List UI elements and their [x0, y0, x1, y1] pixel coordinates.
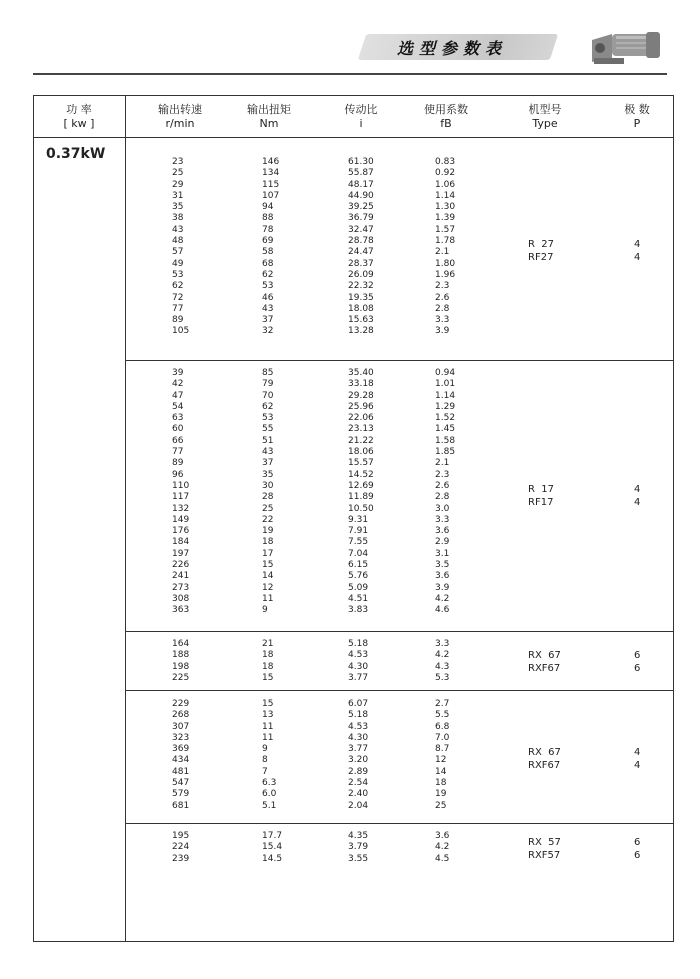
- table-cell: 0.83: [435, 157, 456, 167]
- table-cell: 62: [172, 281, 184, 292]
- table-cell: 43: [172, 224, 184, 235]
- table-cell: 78: [262, 224, 274, 235]
- table-cell: 14.5: [262, 853, 283, 864]
- table-cell: 54: [172, 401, 184, 412]
- group-separator: [125, 823, 674, 824]
- table-cell: 12: [435, 755, 447, 766]
- table-cell: 4.30: [348, 732, 369, 743]
- table-cell: 28.37: [348, 258, 374, 269]
- table-cell: 4.3: [435, 661, 450, 672]
- header-poles: 极 数 P: [624, 103, 650, 130]
- table-cell: 62: [262, 269, 274, 280]
- table-cell: 77: [172, 447, 184, 458]
- table-cell: 94: [262, 202, 274, 213]
- table-cell: 31: [172, 190, 184, 201]
- top-rule: [33, 73, 667, 75]
- table-cell: 6.8: [435, 721, 450, 732]
- table-cell: 46: [262, 292, 274, 303]
- table-cell: 8.7: [435, 744, 450, 755]
- table-cell: 13.28: [348, 326, 374, 337]
- table-cell: 164: [172, 639, 190, 649]
- table-cell: 60: [172, 424, 184, 435]
- table-cell: 15.4: [262, 842, 283, 853]
- table-cell: 36.79: [348, 213, 374, 224]
- table-cell: 49: [172, 258, 184, 269]
- table-cell: 3.9: [435, 326, 450, 337]
- table-cell: 1.01: [435, 379, 456, 390]
- table-cell: 43: [262, 447, 274, 458]
- pole-value: 4: [634, 497, 641, 508]
- table-cell: 15.57: [348, 458, 374, 469]
- table-cell: 9.31: [348, 514, 369, 525]
- table-cell: 184: [172, 537, 190, 548]
- group-4-speed-column: [172, 699, 189, 812]
- table-cell: 132: [172, 503, 190, 514]
- table-cell: 22.32: [348, 281, 374, 292]
- pole-value: 6: [634, 850, 641, 861]
- pole-value: 6: [634, 837, 641, 848]
- table-cell: 3.20: [348, 755, 369, 766]
- type-label: RF27: [528, 252, 554, 263]
- table-cell: 197: [172, 548, 190, 559]
- table-cell: 105: [172, 326, 190, 337]
- table-cell: 15: [262, 672, 274, 683]
- header-type: 机型号 Type: [528, 103, 562, 130]
- group-4-poles: [634, 746, 640, 772]
- table-cell: 2.8: [435, 303, 450, 314]
- table-cell: 63: [172, 413, 184, 424]
- group-2-torque-column: [262, 368, 273, 617]
- table-cell: 24.47: [348, 247, 374, 258]
- table-cell: 3.3: [435, 639, 450, 649]
- table-cell: 2.40: [348, 789, 369, 800]
- table-cell: 2.89: [348, 766, 369, 777]
- group-3-ratio-column: [348, 639, 368, 684]
- table-cell: 37: [262, 315, 274, 326]
- table-cell: 2.1: [435, 458, 450, 469]
- table-cell: 4.2: [435, 593, 450, 604]
- table-cell: 1.29: [435, 401, 456, 412]
- table-cell: 15.63: [348, 315, 374, 326]
- table-cell: 239: [172, 853, 190, 864]
- group-3-speed-column: [172, 639, 189, 684]
- table-cell: 225: [172, 672, 190, 683]
- table-cell: 7: [262, 766, 268, 777]
- table-cell: 14.52: [348, 469, 374, 480]
- table-cell: 117: [172, 492, 190, 503]
- table-cell: 3.55: [348, 853, 369, 864]
- table-cell: 2.04: [348, 800, 369, 811]
- group-3-factor-column: [435, 639, 449, 684]
- table-cell: 12: [262, 582, 274, 593]
- table-cell: 25.96: [348, 401, 374, 412]
- table-cell: 35.40: [348, 368, 374, 378]
- type-label: RF17: [528, 497, 554, 508]
- table-cell: 29.28: [348, 390, 374, 401]
- pole-value: 4: [634, 239, 641, 250]
- gear-motor-icon: [586, 22, 664, 70]
- table-cell: 4.51: [348, 593, 369, 604]
- table-cell: 11: [262, 721, 274, 732]
- table-cell: 3.3: [435, 315, 450, 326]
- header-power: 功 率 [ kw ]: [63, 103, 95, 130]
- table-cell: 1.52: [435, 413, 456, 424]
- table-cell: 434: [172, 755, 190, 766]
- table-cell: 3.0: [435, 503, 450, 514]
- table-cell: 0.92: [435, 168, 456, 179]
- table-cell: 9: [262, 744, 268, 755]
- table-cell: 25: [172, 168, 184, 179]
- group-2-factor-column: [435, 368, 455, 617]
- table-cell: 3.77: [348, 744, 369, 755]
- table-cell: 2.6: [435, 480, 450, 491]
- table-cell: 53: [172, 269, 184, 280]
- table-cell: 66: [172, 435, 184, 446]
- table-cell: 42: [172, 379, 184, 390]
- table-cell: 134: [262, 168, 280, 179]
- table-cell: 43: [262, 303, 274, 314]
- table-cell: 30: [262, 480, 274, 491]
- table-cell: 107: [262, 190, 280, 201]
- table-cell: 70: [262, 390, 274, 401]
- pole-value: 6: [634, 663, 641, 674]
- table-cell: 32.47: [348, 224, 374, 235]
- table-cell: 307: [172, 721, 190, 732]
- table-cell: 3.6: [435, 571, 450, 582]
- table-cell: 4.2: [435, 842, 450, 853]
- group-3-poles: [634, 649, 640, 675]
- group-1-speed-column: [172, 157, 189, 338]
- table-cell: 69: [262, 236, 274, 247]
- table-cell: 96: [172, 469, 184, 480]
- group-2-ratio-column: [348, 368, 374, 617]
- table-cell: 5.1: [262, 800, 277, 811]
- table-cell: 4.6: [435, 605, 450, 616]
- table-cell: 224: [172, 842, 190, 853]
- table-cell: 3.6: [435, 831, 450, 841]
- table-cell: 7.04: [348, 548, 369, 559]
- type-label: RX 57: [528, 837, 561, 848]
- header-divider: [33, 137, 674, 138]
- table-cell: 25: [262, 503, 274, 514]
- table-cell: 4.53: [348, 721, 369, 732]
- table-cell: 5.76: [348, 571, 369, 582]
- group-2-poles: [634, 483, 640, 509]
- table-cell: 5.3: [435, 672, 450, 683]
- table-cell: 57: [172, 247, 184, 258]
- table-cell: 51: [262, 435, 274, 446]
- table-cell: 53: [262, 281, 274, 292]
- table-cell: 2.7: [435, 699, 450, 709]
- table-cell: 14: [435, 766, 447, 777]
- group-5-factor-column: [435, 831, 449, 865]
- table-cell: 79: [262, 379, 274, 390]
- table-cell: 6.15: [348, 560, 369, 571]
- table-cell: 1.39: [435, 213, 456, 224]
- table-cell: 13: [262, 710, 274, 721]
- table-cell: 39.25: [348, 202, 374, 213]
- pole-value: 4: [634, 252, 641, 263]
- table-cell: 273: [172, 582, 190, 593]
- group-5-speed-column: [172, 831, 189, 865]
- table-cell: 188: [172, 650, 190, 661]
- table-cell: 3.9: [435, 582, 450, 593]
- table-cell: 110: [172, 480, 190, 491]
- table-cell: 2.8: [435, 492, 450, 503]
- table-cell: 1.30: [435, 202, 456, 213]
- table-cell: 3.77: [348, 672, 369, 683]
- pole-value: 4: [634, 484, 641, 495]
- group-1-factor-column: [435, 157, 455, 338]
- table-cell: 2.1: [435, 247, 450, 258]
- table-cell: 8: [262, 755, 268, 766]
- table-cell: 3.6: [435, 526, 450, 537]
- table-cell: 38: [172, 213, 184, 224]
- table-cell: 7.55: [348, 537, 369, 548]
- table-cell: 2.54: [348, 778, 369, 789]
- table-cell: 14: [262, 571, 274, 582]
- table-cell: 28.78: [348, 236, 374, 247]
- group-2-type: [528, 483, 554, 509]
- table-cell: 1.85: [435, 447, 456, 458]
- table-cell: 363: [172, 605, 190, 616]
- group-1-ratio-column: [348, 157, 374, 338]
- table-cell: 19: [435, 789, 447, 800]
- table-cell: 579: [172, 789, 190, 800]
- table-cell: 7.0: [435, 732, 450, 743]
- table-cell: 89: [172, 315, 184, 326]
- table-cell: 241: [172, 571, 190, 582]
- group-separator: [125, 360, 674, 361]
- table-cell: 1.45: [435, 424, 456, 435]
- table-cell: 308: [172, 593, 190, 604]
- table-cell: 18: [262, 661, 274, 672]
- table-cell: 55.87: [348, 168, 374, 179]
- table-cell: 21.22: [348, 435, 374, 446]
- group-4-type: [528, 746, 561, 772]
- table-cell: 21: [262, 639, 274, 649]
- group-3-torque-column: [262, 639, 273, 684]
- table-cell: 6.3: [262, 778, 277, 789]
- table-cell: 17.7: [262, 831, 283, 841]
- group-4-ratio-column: [348, 699, 368, 812]
- table-cell: 26.09: [348, 269, 374, 280]
- table-cell: 18: [262, 537, 274, 548]
- table-cell: 681: [172, 800, 190, 811]
- page-title: 选型参数表: [397, 39, 508, 58]
- table-cell: 2.9: [435, 537, 450, 548]
- table-cell: 35: [172, 202, 184, 213]
- table-cell: 1.06: [435, 179, 456, 190]
- table-cell: 89: [172, 458, 184, 469]
- type-label: R 27: [528, 239, 555, 250]
- table-cell: 4.30: [348, 661, 369, 672]
- table-cell: 48: [172, 236, 184, 247]
- table-cell: 25: [435, 800, 447, 811]
- table-cell: 268: [172, 710, 190, 721]
- table-cell: 1.14: [435, 190, 456, 201]
- table-cell: 35: [262, 469, 274, 480]
- group-5-type: [528, 836, 561, 862]
- table-cell: 47: [172, 390, 184, 401]
- table-cell: 58: [262, 247, 274, 258]
- table-cell: 3.5: [435, 560, 450, 571]
- table-cell: 11.89: [348, 492, 374, 503]
- group-2-speed-column: [172, 368, 189, 617]
- table-cell: 4.53: [348, 650, 369, 661]
- table-cell: 3.79: [348, 842, 369, 853]
- table-cell: 62: [262, 401, 274, 412]
- table-cell: 12.69: [348, 480, 374, 491]
- table-cell: 39: [172, 368, 184, 378]
- table-cell: 149: [172, 514, 190, 525]
- table-cell: 3.1: [435, 548, 450, 559]
- table-cell: 44.90: [348, 190, 374, 201]
- group-separator: [125, 631, 674, 632]
- table-cell: 9: [262, 605, 268, 616]
- table-cell: 55: [262, 424, 274, 435]
- table-cell: 195: [172, 831, 190, 841]
- table-cell: 15: [262, 560, 274, 571]
- table-cell: 226: [172, 560, 190, 571]
- pole-value: 4: [634, 747, 641, 758]
- table-cell: 115: [262, 179, 280, 190]
- table-cell: 18.08: [348, 303, 374, 314]
- group-1-type: [528, 238, 554, 264]
- power-value: 0.37kW: [46, 146, 106, 162]
- table-cell: 18: [435, 778, 447, 789]
- table-cell: 85: [262, 368, 274, 378]
- table-cell: 11: [262, 593, 274, 604]
- table-cell: 1.57: [435, 224, 456, 235]
- table-cell: 1.78: [435, 236, 456, 247]
- table-cell: 22.06: [348, 413, 374, 424]
- table-cell: 19: [262, 526, 274, 537]
- table-cell: 88: [262, 213, 274, 224]
- table-cell: 176: [172, 526, 190, 537]
- type-label: RX 67: [528, 747, 561, 758]
- table-cell: 22: [262, 514, 274, 525]
- table-cell: 32: [262, 326, 274, 337]
- type-label: RXF67: [528, 760, 561, 771]
- table-cell: 4.5: [435, 853, 450, 864]
- table-cell: 37: [262, 458, 274, 469]
- pole-value: 4: [634, 760, 641, 771]
- table-cell: 0.94: [435, 368, 456, 378]
- group-separator: [125, 690, 674, 691]
- table-cell: 4.2: [435, 650, 450, 661]
- table-cell: 369: [172, 744, 190, 755]
- table-cell: 61.30: [348, 157, 374, 167]
- header-service-factor: 使用系数 fB: [424, 103, 468, 130]
- group-4-torque-column: [262, 699, 276, 812]
- table-cell: 68: [262, 258, 274, 269]
- table-cell: 2.3: [435, 281, 450, 292]
- type-label: R 17: [528, 484, 555, 495]
- table-cell: 146: [262, 157, 280, 167]
- group-5-poles: [634, 836, 640, 862]
- group-4-factor-column: [435, 699, 449, 812]
- table-cell: 10.50: [348, 503, 374, 514]
- table-cell: 2.6: [435, 292, 450, 303]
- header-speed: 输出转速 r/min: [158, 103, 202, 130]
- table-cell: 6.0: [262, 789, 277, 800]
- table-cell: 5.18: [348, 710, 369, 721]
- table-cell: 33.18: [348, 379, 374, 390]
- table-cell: 17: [262, 548, 274, 559]
- table-cell: 198: [172, 661, 190, 672]
- type-label: RX 67: [528, 650, 561, 661]
- power-column-divider: [125, 95, 126, 942]
- table-cell: 3.3: [435, 514, 450, 525]
- table-cell: 1.58: [435, 435, 456, 446]
- table-cell: 11: [262, 732, 274, 743]
- table-cell: 77: [172, 303, 184, 314]
- group-1-torque-column: [262, 157, 279, 338]
- type-label: RXF67: [528, 663, 561, 674]
- table-cell: 28: [262, 492, 274, 503]
- table-cell: 547: [172, 778, 190, 789]
- table-cell: 48.17: [348, 179, 374, 190]
- table-cell: 1.96: [435, 269, 456, 280]
- group-3-type: [528, 649, 561, 675]
- table-cell: 5.09: [348, 582, 369, 593]
- table-cell: 4.35: [348, 831, 369, 841]
- table-cell: 5.18: [348, 639, 369, 649]
- table-cell: 72: [172, 292, 184, 303]
- table-cell: 18: [262, 650, 274, 661]
- type-label: RXF57: [528, 850, 561, 861]
- table-cell: 3.83: [348, 605, 369, 616]
- table-cell: 2.3: [435, 469, 450, 480]
- group-1-poles: [634, 238, 640, 264]
- table-cell: 1.14: [435, 390, 456, 401]
- pole-value: 6: [634, 650, 641, 661]
- table-cell: 1.80: [435, 258, 456, 269]
- group-5-ratio-column: [348, 831, 368, 865]
- group-5-torque-column: [262, 831, 282, 865]
- table-cell: 6.07: [348, 699, 369, 709]
- table-cell: 23: [172, 157, 184, 167]
- table-cell: 29: [172, 179, 184, 190]
- table-cell: 7.91: [348, 526, 369, 537]
- table-cell: 19.35: [348, 292, 374, 303]
- table-cell: 5.5: [435, 710, 450, 721]
- table-cell: 229: [172, 699, 190, 709]
- table-cell: 23.13: [348, 424, 374, 435]
- table-cell: 53: [262, 413, 274, 424]
- table-cell: 18.06: [348, 447, 374, 458]
- table-cell: 323: [172, 732, 190, 743]
- header-torque: 输出扭矩 Nm: [247, 103, 291, 130]
- table-cell: 481: [172, 766, 190, 777]
- header-ratio: 传动比 i: [344, 103, 378, 130]
- table-cell: 15: [262, 699, 274, 709]
